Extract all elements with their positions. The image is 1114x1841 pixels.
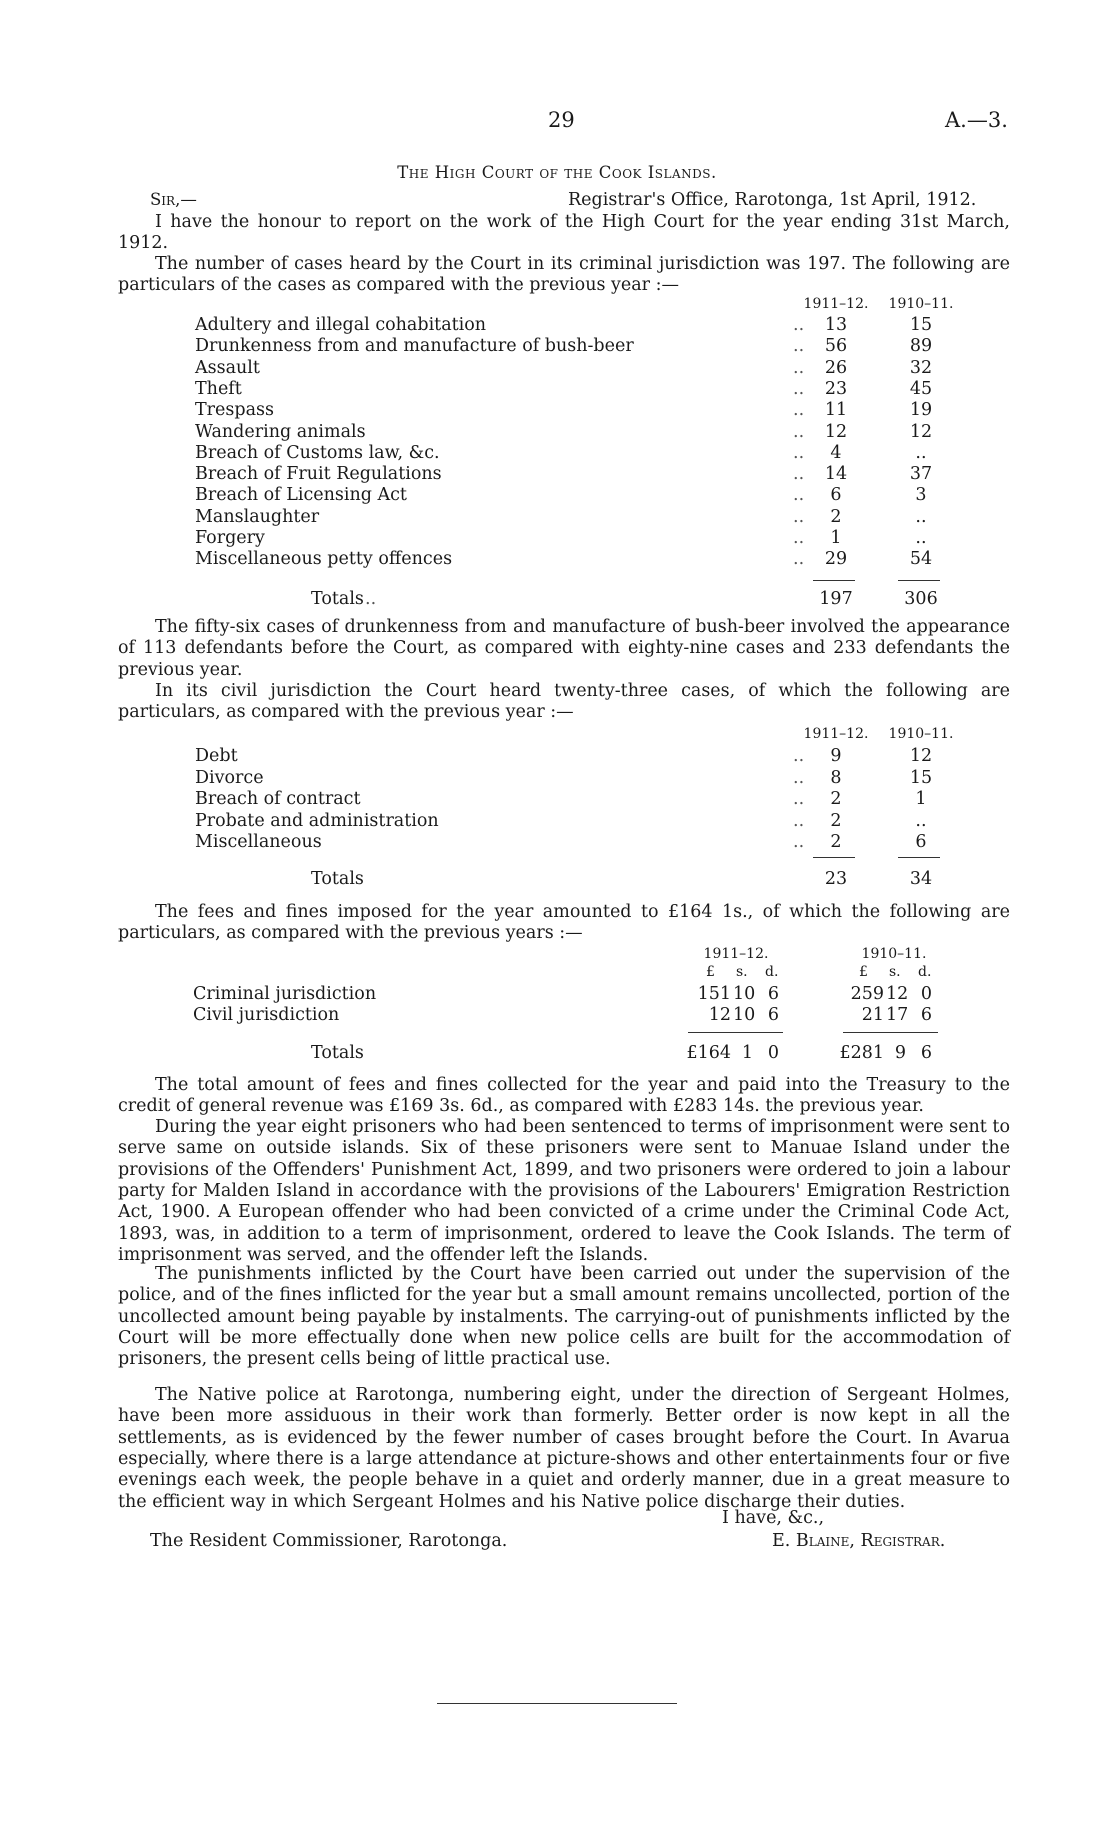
fees-total-b-shillings: 9 xyxy=(894,1043,906,1063)
paragraph-8-text: The punishments inflicted by the Court have been carried out under the supervision of the police, and of the fines inflicted for the year but a small amount remains uncollected, portion of the uncollected amount being payable by instalments. The carrying-out of punishments inflicted by the Court will be more effectually done when new police cells are built for the accommodation of prisoners, the present cells being of little practical use. xyxy=(118,1264,1010,1370)
fees-unit-shillings-b: s. xyxy=(889,964,901,980)
fees-total-rule-a xyxy=(688,1032,783,1033)
civil-totals-label: Totals xyxy=(311,869,364,889)
criminal-row-leader: .. xyxy=(793,421,805,442)
civil-row-leader: .. xyxy=(793,810,805,831)
civil-total-b: 34 xyxy=(909,869,933,889)
paragraph-3-text: The fifty-six cases of drunkenness from and manufacture of bush-beer involved the appearance of 113 defendants before the Court, as compared with eighty-nine cases and 233 defendants the previous year. xyxy=(118,617,1010,680)
fees-row-a-shillings: 10 xyxy=(733,1005,756,1025)
civil-row-value-a: 2 xyxy=(830,810,842,831)
criminal-row-leader: .. xyxy=(793,442,805,463)
criminal-cases-table xyxy=(195,296,995,616)
criminal-row-label: Assault xyxy=(195,357,260,378)
criminal-row-leader: .. xyxy=(793,357,805,378)
criminal-row-value-a: 14 xyxy=(824,464,848,485)
fees-row-a-pence: 6 xyxy=(767,1005,779,1025)
criminal-total-b: 306 xyxy=(904,589,938,609)
fees-row-b-shillings: 12 xyxy=(886,984,909,1004)
civil-row-label: Miscellaneous xyxy=(195,832,322,852)
criminal-totals-label: Totals xyxy=(311,589,364,609)
criminal-row-leader: .. xyxy=(793,378,805,399)
fees-row-b-pence: 6 xyxy=(920,1005,932,1025)
civil-row-leader: .. xyxy=(793,789,805,809)
fees-col-header-a: 1911–12. xyxy=(703,946,769,962)
criminal-row-leader: .. xyxy=(793,528,805,548)
civil-row-label: Breach of contract xyxy=(195,789,361,809)
criminal-col-header-a: 1911–12. xyxy=(803,296,869,312)
criminal-total-rule-b xyxy=(898,580,940,581)
fees-table xyxy=(193,946,1013,1066)
civil-col-header-b: 1910–11. xyxy=(888,726,954,742)
criminal-row-value-a: 1 xyxy=(830,528,842,548)
criminal-row-value-a: 29 xyxy=(824,549,848,570)
fees-row-b-pounds: 21 xyxy=(861,1005,884,1025)
criminal-row-value-a: 2 xyxy=(830,506,842,527)
criminal-row-value-b: 32 xyxy=(909,357,933,378)
criminal-row-leader: .. xyxy=(793,400,805,421)
fees-row-a-shillings: 10 xyxy=(733,984,756,1004)
civil-col-header-a: 1911–12. xyxy=(803,726,869,742)
criminal-row-leader: .. xyxy=(793,549,805,570)
civil-row-value-b: 12 xyxy=(909,746,933,766)
criminal-row-value-a: 4 xyxy=(830,442,842,463)
civil-row-value-a: 8 xyxy=(830,767,842,788)
fees-row-label: Civil jurisdiction xyxy=(193,1005,340,1025)
criminal-row-value-a: 26 xyxy=(824,357,848,378)
criminal-row-value-b: .. xyxy=(915,528,927,548)
page-title xyxy=(0,163,1114,183)
paragraph-2-text: The number of cases heard by the Court in its criminal jurisdiction was 197. The following are particulars of the cases as compared with the previous year :— xyxy=(118,254,1010,296)
fees-totals-label: Totals xyxy=(311,1043,364,1063)
criminal-row-value-b: 45 xyxy=(909,378,933,399)
fees-row-a-pounds: 12 xyxy=(708,1005,731,1025)
document-reference: A.—3. xyxy=(945,108,1008,132)
civil-total-a: 23 xyxy=(824,869,848,889)
title-text: The High Court of the Cook Islands. xyxy=(397,163,717,182)
closing-signatory: E. Blaine, Registrar. xyxy=(772,1531,946,1551)
fees-row-label: Criminal jurisdiction xyxy=(193,984,377,1004)
end-rule xyxy=(437,1703,677,1704)
criminal-row-value-b: 89 xyxy=(909,336,933,357)
criminal-row-label: Trespass xyxy=(195,400,274,421)
criminal-row-leader: .. xyxy=(793,506,805,527)
fees-total-rule-b xyxy=(843,1032,938,1033)
fees-col-header-b: 1910–11. xyxy=(861,946,927,962)
paragraph-1-text: I have the honour to report on the work of the High Court for the year ending 31st March, 1912. xyxy=(118,212,1010,254)
civil-row-leader: .. xyxy=(793,746,805,766)
civil-row-value-a: 9 xyxy=(830,746,842,766)
criminal-row-leader: .. xyxy=(793,485,805,506)
fees-total-b-pounds: £281 xyxy=(839,1043,884,1063)
civil-row-value-a: 2 xyxy=(830,789,842,809)
criminal-row-label: Breach of Fruit Regulations xyxy=(195,464,442,485)
civil-row-leader: .. xyxy=(793,767,805,788)
fees-total-b-pence: 6 xyxy=(920,1043,932,1063)
paragraph-7 xyxy=(118,1117,1010,1266)
fees-row-b-pence: 0 xyxy=(920,984,932,1004)
criminal-row-value-b: 15 xyxy=(909,315,933,335)
paragraph-1 xyxy=(118,212,1010,255)
civil-row-label: Divorce xyxy=(195,767,264,788)
civil-row-value-b: 15 xyxy=(909,767,933,788)
civil-total-rule-b xyxy=(898,857,940,858)
paragraph-6 xyxy=(118,1075,1010,1118)
criminal-row-value-a: 11 xyxy=(824,400,848,421)
civil-row-leader: .. xyxy=(793,832,805,852)
criminal-row-value-b: 37 xyxy=(909,464,933,485)
fees-unit-pence-a: d. xyxy=(765,964,779,980)
fees-unit-pounds-a: £ xyxy=(706,964,715,980)
office-line: Registrar's Office, Rarotonga, 1st April, 1912. xyxy=(568,190,977,210)
fees-total-a-pence: 0 xyxy=(767,1043,779,1063)
criminal-row-value-b: 54 xyxy=(909,549,933,570)
civil-row-label: Debt xyxy=(195,746,238,766)
paragraph-4-text: In its civil jurisdiction the Court heard twenty-three cases, of which the following are particulars, as compared with the previous year :— xyxy=(118,681,1010,723)
criminal-row-value-b: .. xyxy=(915,506,927,527)
criminal-row-label: Breach of Licensing Act xyxy=(195,485,407,506)
civil-total-rule-a xyxy=(813,857,855,858)
paragraph-6-text: The total amount of fees and fines collected for the year and paid into the Treasury to the credit of general revenue was £169 3s. 6d., as compared with £283 14s. the previous year. xyxy=(118,1075,1010,1117)
criminal-row-value-a: 12 xyxy=(824,421,848,442)
fees-total-a-shillings: 1 xyxy=(741,1043,753,1063)
fees-unit-pounds-b: £ xyxy=(859,964,868,980)
criminal-row-value-b: 12 xyxy=(909,421,933,442)
salutation: Sir,— xyxy=(150,190,197,209)
criminal-row-value-a: 23 xyxy=(824,378,848,399)
paragraph-7-text: During the year eight prisoners who had been sentenced to terms of imprisonment were sent to serve same on outside islands. Six of these prisoners were sent to Manuae Island under the provisions of the Offenders' Punishment Act, 1899, and two prisoners were ordered to join a labour party for Malden Island in accordance with the provisions of the Labourers' Emigration Restriction Act, 1900. A European offender who had been convicted of a crime under the Criminal Code Act, 1893, was, in addition to a term of imprisonment, ordered to leave the Cook Islands. The term of imprisonment was served, and the offender left the Islands. xyxy=(118,1117,1010,1266)
closing-addressee: The Resident Commissioner, Rarotonga. xyxy=(150,1531,508,1551)
paragraph-5 xyxy=(118,902,1010,945)
paragraph-5-text: The fees and fines imposed for the year amounted to £164 1s., of which the following are particulars, as compared with the previous years :— xyxy=(118,902,1010,944)
civil-row-value-a: 2 xyxy=(830,832,842,852)
fees-row-a-pounds: 151 xyxy=(697,984,731,1004)
criminal-row-value-a: 56 xyxy=(824,336,848,357)
criminal-row-value-a: 13 xyxy=(824,315,848,335)
fees-unit-shillings-a: s. xyxy=(736,964,748,980)
civil-row-value-b: 1 xyxy=(915,789,927,809)
paragraph-8 xyxy=(118,1264,1010,1371)
criminal-row-label: Wandering animals xyxy=(195,421,366,442)
criminal-row-leader: .. xyxy=(793,315,805,335)
paragraph-2 xyxy=(118,254,1010,297)
fees-unit-pence-b: d. xyxy=(918,964,932,980)
criminal-col-header-b: 1910–11. xyxy=(888,296,954,312)
criminal-row-value-a: 6 xyxy=(830,485,842,506)
civil-row-value-b: 6 xyxy=(915,832,927,852)
criminal-row-value-b: 19 xyxy=(909,400,933,421)
criminal-row-label: Drunkenness from and manufacture of bush-beer xyxy=(195,336,634,357)
fees-row-b-pounds: 259 xyxy=(850,984,884,1004)
fees-row-a-pence: 6 xyxy=(767,984,779,1004)
criminal-row-leader: .. xyxy=(793,464,805,485)
paragraph-9 xyxy=(118,1385,1010,1513)
criminal-totals-leader: .. xyxy=(365,589,377,609)
criminal-total-rule-a xyxy=(813,580,855,581)
criminal-row-label: Forgery xyxy=(195,528,265,548)
civil-row-label: Probate and administration xyxy=(195,810,439,831)
criminal-row-label: Theft xyxy=(195,378,242,399)
civil-cases-table xyxy=(195,726,995,896)
fees-row-b-shillings: 17 xyxy=(886,1005,909,1025)
closing-i-have: I have, &c., xyxy=(722,1508,825,1528)
criminal-row-label: Miscellaneous petty offences xyxy=(195,549,453,570)
criminal-row-label: Manslaughter xyxy=(195,506,320,527)
page-number: 29 xyxy=(548,108,575,132)
criminal-row-label: Adultery and illegal cohabitation xyxy=(195,315,487,335)
paragraph-3 xyxy=(118,617,1010,681)
criminal-row-label: Breach of Customs law, &c. xyxy=(195,442,440,463)
fees-total-a-pounds: £164 xyxy=(686,1043,731,1063)
criminal-row-value-b: 3 xyxy=(915,485,927,506)
criminal-row-value-b: .. xyxy=(915,442,927,463)
criminal-row-leader: .. xyxy=(793,336,805,357)
paragraph-4 xyxy=(118,681,1010,724)
paragraph-9-text: The Native police at Rarotonga, numbering eight, under the direction of Sergeant Holmes, have been more assiduous in their work than formerly. Better order is now kept in all the settlements, as is evidenced by the fewer number of cases brought before the Court. In Avarua especially, where there is a large attendance at picture-shows and other entertainments four or five evenings each week, the people behave in a quiet and orderly manner, due in a great measure to the efficient way in which Sergeant Holmes and his Native police discharge their duties. xyxy=(118,1385,1010,1512)
civil-row-value-b: .. xyxy=(915,810,927,831)
criminal-total-a: 197 xyxy=(819,589,853,609)
